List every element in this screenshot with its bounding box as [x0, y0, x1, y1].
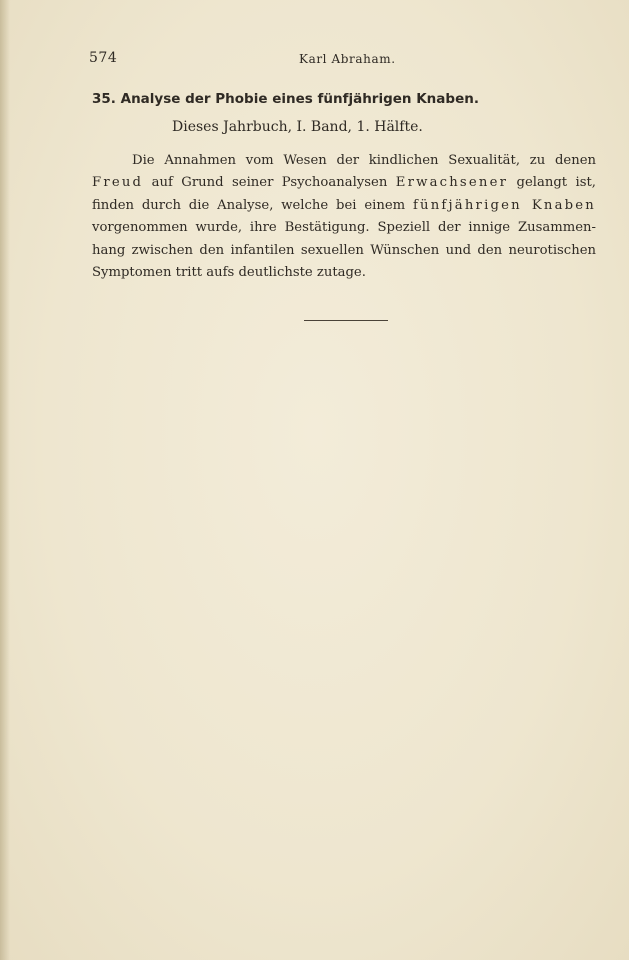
body-line — [92, 240, 596, 262]
body-line — [92, 195, 596, 217]
entry-body — [92, 150, 596, 284]
entry-source: Dieses Jahrbuch, I. Band, 1. Hälfte. — [172, 119, 423, 135]
body-line — [92, 262, 596, 284]
body-line — [92, 217, 596, 239]
body-text-run: gelangt ist, — [508, 175, 596, 191]
section-divider — [304, 320, 388, 321]
page-number: 574 — [89, 50, 118, 66]
body-text-run: hang zwischen den infantilen sexuellen Wünschen und den neurotischen — [92, 242, 596, 258]
body-text-run: auf Grund seiner Psychoanalysen — [143, 175, 396, 191]
body-text-run: Die Annahmen vom Wesen der kindlichen Sexualität, zu denen — [132, 153, 596, 168]
emphasized-word: Erwachsener — [395, 175, 509, 191]
page-header — [89, 50, 539, 70]
body-text-run: Symptomen tritt aufs deutlichste zutage. — [92, 264, 366, 280]
binding-shadow — [0, 0, 10, 960]
emphasized-name: Freud — [92, 175, 144, 191]
entry-heading: 35. Analyse der Phobie eines fünfjährigen Knaben. — [92, 91, 479, 107]
body-text-run: vorgenommen wurde, ihre Bestätigung. Speziell der innige Zusammen- — [92, 220, 596, 236]
body-text-run: finden durch die Analyse, welche bei einem — [92, 197, 413, 213]
emphasized-phrase: fünfjährigen Knaben — [412, 197, 596, 213]
body-line — [92, 150, 596, 172]
running-head: Karl Abraham. — [299, 52, 396, 66]
body-line — [92, 172, 596, 194]
